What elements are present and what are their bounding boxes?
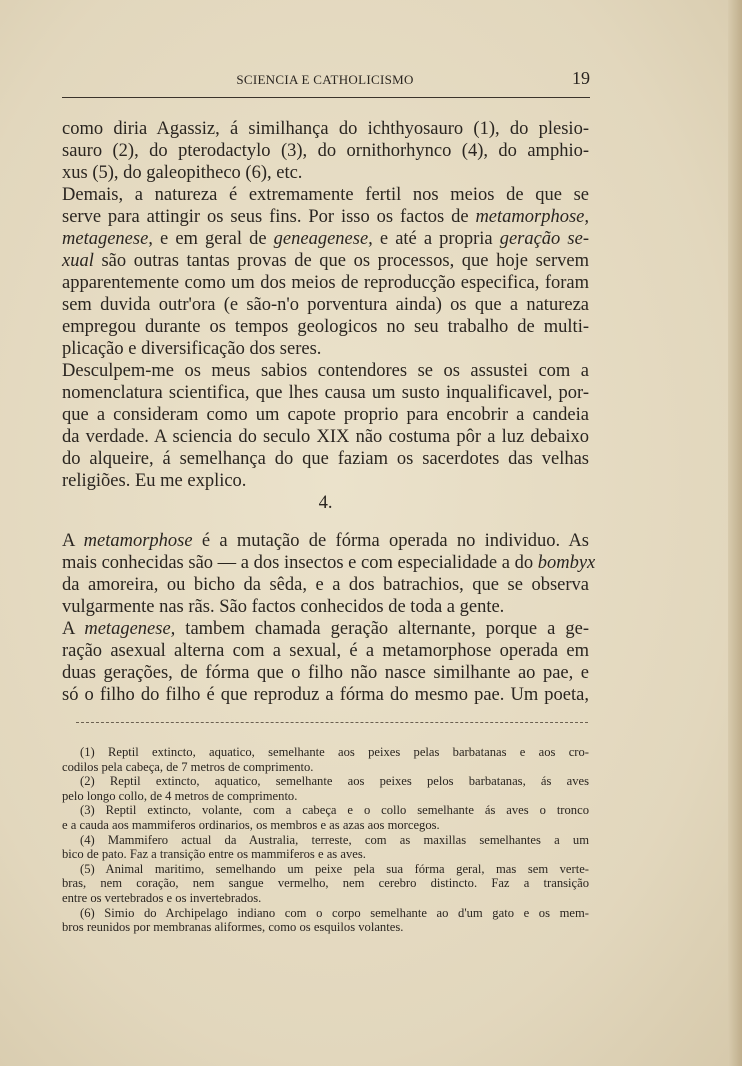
italic-term: metagenese, [62,229,153,249]
italic-term: metagenese, [84,619,176,639]
footnote-line: pelo longo collo, de 4 metros de comprimento. [62,788,298,803]
footnote [62,745,589,774]
text-line: como diria Agassiz, á similhança do ichthyosauro (1), do plesio- [62,119,589,139]
page-edge [728,0,742,1066]
footnote [62,833,589,862]
italic-term: geração se- [499,229,589,249]
paragraph-5 [62,618,589,706]
italic-term: geneagenese, [273,229,373,249]
text-line: que a consideram como um capote proprio para encobrir a candeia [62,405,589,425]
text-line: xual são outras tantas provas de que os processos, que hoje servem [62,251,589,271]
footnote-line: bico de pato. Faz a transição entre os mammiferos e as aves. [62,847,366,862]
paragraph-1 [62,118,589,184]
paragraph-3 [62,360,589,492]
footnote-line: bras, nem coração, nem sangue vermelho, nem cerebro distincto. Faz a transição [62,876,589,891]
text-line: nomenclatura scientifica, que lhes causa um susto inqualificavel, por- [62,383,589,403]
running-title: SCIENCIA E CATHOLICISMO [236,72,414,87]
paragraph-2 [62,184,589,360]
text-line: xus (5), do galeopitheco (6), etc. [62,163,303,183]
text-line: metagenese, e em geral de geneagenese, e até a propria geração se- [62,229,589,249]
italic-term: metamorphose [83,531,193,551]
footnotes [62,745,589,935]
text-line: vulgarmente nas rãs. São factos conhecidos de toda a gente. [62,597,505,617]
text-line: A metamorphose é a mutação de fórma operada no individuo. As [62,531,589,551]
footnote [62,862,589,906]
footnote [62,774,589,803]
text-line: só o filho do filho é que reproduz a fórma do mesmo pae. Um poeta, [62,685,589,705]
header-rule [62,97,590,98]
footnote-rule [76,722,588,729]
footnote-line: (4) Mammifero actual da Australia, terreste, com as maxillas semelhantes a um [80,832,589,847]
text-line: serve para attingir os seus fins. Por isso os factos de metamorphose, [62,207,589,227]
italic-term: bombyx [537,553,596,573]
text-line: religiões. Eu me explico. [62,471,247,491]
text-line: plicação e diversificação dos seres. [62,339,322,359]
footnote-line: (2) Reptil extincto, aquatico, semelhante aos peixes pelos barbatanas, ás aves [80,774,589,789]
page-header [60,68,590,92]
footnote-line: (1) Reptil extincto, aquatico, semelhante aos peixes pelas barbatanas e aos cro- [80,745,589,759]
text-line: Desculpem-me os meus sabios contendores se os assustei com a [62,361,589,381]
italic-term: xual [62,251,94,271]
footnote-line: e a cauda aos mammiferos ordinarios, os membros e as azas aos morcegos. [62,817,440,832]
text-line: do alqueire, á semelhança do que faziam os sacerdotes das velhas [62,449,589,469]
footnote-line: (6) Simio do Archipelago indiano com o corpo semelhante ao d'um gato e os mem- [80,905,589,920]
text-line: empregou durante os tempos geologicos no seu trabalho de multi- [62,317,589,337]
text-line: da amoreira, ou bicho da sêda, e a dos batrachios, que se observa [62,575,589,595]
page-number: 19 [572,68,590,88]
text-line: A metagenese, tambem chamada geração alternante, porque a ge- [62,619,589,639]
text-line: apparentemente como um dos meios de reproducção especifica, foram [62,273,589,293]
italic-term: metamorphose, [475,207,589,227]
paragraph-4 [62,530,596,618]
footnote-line: (5) Animal maritimo, semelhando um peixe pela sua fórma geral, mas sem verte- [80,861,589,876]
footnote [62,803,589,832]
text-line: sem duvida outr'ora (e são-n'o porventura ainda) os que a natureza [62,295,589,315]
main-text [62,118,596,706]
footnote-line: (3) Reptil extincto, volante, com a cabeça e o collo semelhante ás aves o tronco [80,803,589,818]
footnote-line: codilos pela cabeça, de 7 metros de comprimento. [62,759,314,774]
text-line: ração asexual alterna com a sexual, é a metamorphose operada em [62,641,589,661]
text-line: sauro (2), do pterodactylo (3), do ornithorhynco (4), do amphio- [62,141,589,161]
text-line: duas gerações, de fórma que o filho não nasce similhante ao pae, e [62,663,589,683]
section-number: 4. [318,493,333,513]
footnote-line: bros reunidos por membranas aliformes, como os esquilos volantes. [62,920,404,935]
text-line: Demais, a natureza é extremamente fertil nos meios de que se [62,185,589,205]
footnote-line: entre os vertebrados e os invertebrados. [62,890,262,905]
footnote [62,906,589,935]
text-line: da verdade. A sciencia do seculo XIX não costuma pôr a luz debaixo [62,427,589,447]
text-line: mais conhecidas são — a dos insectos e com especialidade a do bombyx [62,553,596,573]
